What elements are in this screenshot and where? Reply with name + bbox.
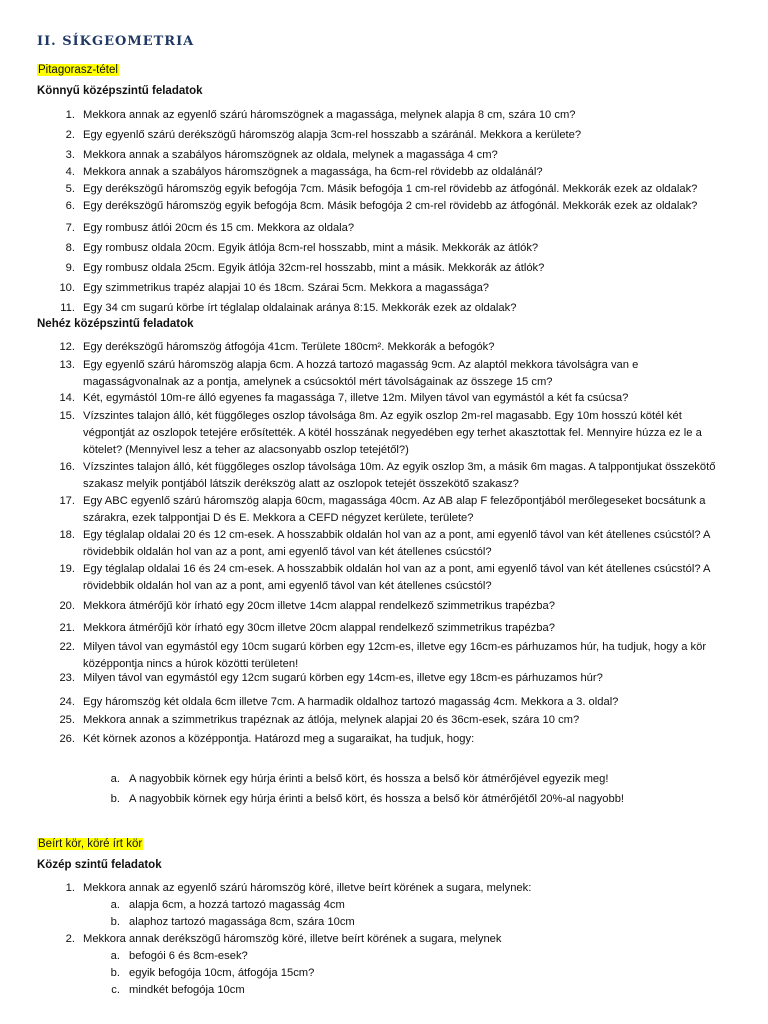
problem-text: Egy háromszög két oldala 6cm illetve 7cm. A harmadik oldalhoz tartozó magasság 4cm. Mekkora a 3. oldal? [83,696,619,708]
problem-number: 20. [59,600,75,612]
problem-number: 4. [65,166,75,178]
problem-text: Mekkora átmérőjű kör írható egy 20cm illetve 14cm alappal rendelkező szimmetrikus trapézba? [83,600,555,612]
subproblem-text: mindkét befogója 10cm [129,984,245,996]
problem-number: 19. [59,563,75,575]
problem-number: 6. [65,200,75,212]
problem-number: 23. [59,672,75,684]
problem-text: Milyen távol van egymástól egy 10cm sugarú körben egy 12cm-es, illetve egy 16cm-es párhuzamos húr, ha tudjuk, hogy a kör középpontja nincs a húrok közötti területen! [83,641,707,670]
problem-text: Egy ABC egyenlő szárú háromszög alapja 60cm, magassága 40cm. Az AB alap F felezőpontjából merőlegeseket bocsátunk a szárakra, ezek talppontjai D és E. Mekkora a CEFD négyzet kerülete, területe? [83,495,706,524]
problem-text: Mekkora annak a szimmetrikus trapéznak az átlója, melynek alapjai 20 és 36cm-esek, szára 10 cm? [83,714,580,726]
subproblem-text: egyik befogója 10cm, átfogója 15cm? [129,967,315,979]
problem-text: Egy 34 cm sugarú körbe írt téglalap oldalainak aránya 8:15. Mekkorák ezek az oldalak? [83,302,517,314]
problem-number: 3. [65,149,75,161]
subproblem-text: befogói 6 és 8cm-esek? [129,950,248,962]
subsection-title-hard: Nehéz középszintű feladatok [37,318,194,330]
problem-text: Két körnek azonos a középpontja. Határozd meg a sugaraikat, ha tudjuk, hogy: [83,733,475,745]
problem-text: Mekkora annak a szabályos háromszögnek az oldala, melynek a magassága 4 cm? [83,149,498,161]
problem-text: Egy derékszögű háromszög átfogója 41cm. Területe 180cm². Mekkorák a befogók? [83,341,495,353]
problem-number: 24. [59,696,75,708]
chapter-heading: II. SÍKGEOMETRIA [37,34,195,49]
problem-number: 22. [59,641,75,653]
problem-number: 17. [59,495,75,507]
subsection-title-mid: Közép szintű feladatok [37,859,162,871]
problem-text: Mekkora annak az egyenlő szárú háromszög köré, illetve beírt körének a sugara, melynek: [83,882,532,894]
problem-number: 26. [59,733,75,745]
problem-number: 11. [60,302,75,314]
problem-number: 1. [65,109,75,121]
problem-number: 13. [59,359,75,371]
subsection-title-easy: Könnyű középszintű feladatok [37,85,203,97]
subproblem-text: alapja 6cm, a hozzá tartozó magasság 4cm [129,899,345,911]
subproblem-text: A nagyobbik körnek egy húrja érinti a belső kört, és hossza a belső kör átmérőjétől 20%-al nagyobb! [129,793,625,805]
problem-text: Mekkora annak a szabályos háromszögnek a magassága, ha 6cm-rel rövidebb az oldalánál? [83,166,543,178]
problem-text: Két, egymástól 10m-re álló egyenes fa magassága 7, illetve 12m. Milyen távol van egymástól a két fa csúcsa? [83,392,629,404]
problem-text: Egy derékszögű háromszög egyik befogója 8cm. Másik befogója 2 cm-rel rövidebb az átfogónál. Mekkorák ezek az oldalak? [83,200,698,212]
problem-text: Milyen távol van egymástól egy 12cm sugarú körben egy 14cm-es, illetve egy 18cm-es párhuzamos húr? [83,672,603,684]
section-title-circles: Beírt kör, köré írt kör [38,838,143,850]
problem-text: Egy rombusz átlói 20cm és 15 cm. Mekkora az oldala? [83,222,355,234]
problem-number: 12. [59,341,75,353]
problem-number: 2. [65,933,75,945]
problem-text: Egy téglalap oldalai 20 és 12 cm-esek. A hosszabbik oldalán hol van az a pont, ami egyenlő távol van két átellenes csúcstól? A rövidebbik oldalán hol van az a pont, ami egyenlő távol van két átellenes csúcstól? [83,529,710,558]
problem-text: Egy szimmetrikus trapéz alapjai 10 és 18cm. Szárai 5cm. Mekkora a magassága? [83,282,490,294]
problem-text: Egy rombusz oldala 20cm. Egyik átlója 8cm-rel hosszabb, mint a másik. Mekkorák az átlók? [83,242,539,254]
problem-text: Mekkora annak az egyenlő szárú háromszögnek a magassága, melynek alapja 8 cm, szára 10 cm? [83,109,576,121]
problem-text: Egy téglalap oldalai 16 és 24 cm-esek. A hosszabbik oldalán hol van az a pont, ami egyenlő távol van két átellenes csúcstól? A rövidebbik oldalán hol van az a pont, ami egyenlő távol van két átellenes csúcstól? [83,563,710,592]
problem-number: 7. [65,222,75,234]
problem-number: 2. [65,129,75,141]
problem-number: 25. [59,714,75,726]
problem-text: Mekkora átmérőjű kör írható egy 30cm illetve 20cm alappal rendelkező szimmetrikus trapézba? [83,622,555,634]
problem-number: 15. [59,410,75,422]
problem-text: Egy egyenlő szárú háromszög alapja 6cm. A hozzá tartozó magasság 9cm. Az alaptól mekkora távolságra van e magasságvonalnak az a pontja, amelynek a csúcsoktól mért távolságainak az összege 15 cm? [83,359,639,388]
problem-text: Vízszintes talajon álló, két függőleges oszlop távolsága 8m. Az egyik oszlop 2m-rel magasabb. Egy 10m hosszú kötél két végpontját az oszlopok tetejére erősítették. A kötél hosszának negyedében egy terhet akasztottak fel. Mennyire húzza ez le a kötelet? (Mennyivel lesz a teher az alacsonyabb oszlop tetejétől?) [83,410,702,456]
section-title-pythagoras: Pitagorasz-tétel [38,64,118,76]
subproblem-letter: b. [110,967,120,979]
problem-number: 10. [59,282,75,294]
problem-number: 18. [59,529,75,541]
subproblem-text: A nagyobbik körnek egy húrja érinti a belső kört, és hossza a belső kör átmérőjével egyezik meg! [129,773,609,785]
subproblem-letter: a. [110,899,120,911]
problem-text: Egy rombusz oldala 25cm. Egyik átlója 32cm-rel hosszabb, mint a másik. Mekkorák az átlók? [83,262,545,274]
problem-number: 8. [65,242,75,254]
subproblem-text: alaphoz tartozó magassága 8cm, szára 10cm [129,916,355,928]
subproblem-letter: b. [110,793,120,805]
problem-number: 14. [59,392,75,404]
problem-text: Mekkora annak derékszögű háromszög köré, illetve beírt körének a sugara, melynek [83,933,502,945]
subproblem-letter: a. [110,950,120,962]
problem-number: 5. [65,183,75,195]
subproblem-letter: a. [110,773,120,785]
problem-text: Vízszintes talajon álló, két függőleges oszlop távolsága 10m. Az egyik oszlop 3m, a másik 6m magas. A talppontjukat összekötő szakasz melyik pontjából látszik derékszög alatt az oszlopok tetejét összekötő szakasz? [83,461,716,490]
problem-number: 9. [65,262,75,274]
subproblem-letter: b. [110,916,120,928]
subproblem-letter: c. [111,984,120,996]
problem-number: 21. [59,622,75,634]
problem-number: 16. [59,461,75,473]
problem-text: Egy egyenlő szárú derékszögű háromszög alapja 3cm-rel hosszabb a száránál. Mekkora a kerülete? [83,129,582,141]
problem-text: Egy derékszögű háromszög egyik befogója 7cm. Másik befogója 1 cm-rel rövidebb az átfogónál. Mekkorák ezek az oldalak? [83,183,698,195]
problem-number: 1. [65,882,75,894]
